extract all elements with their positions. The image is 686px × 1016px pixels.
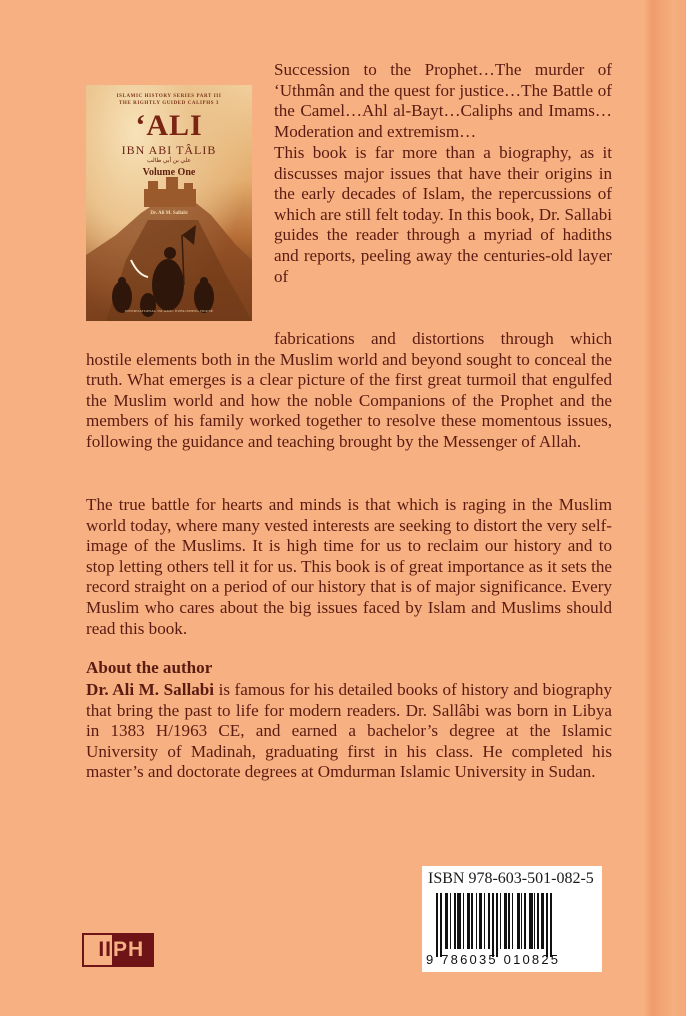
publisher-logo bbox=[82, 933, 154, 967]
author-name: Dr. Ali M. Sallabi bbox=[86, 680, 215, 699]
blurb-paragraph-1 bbox=[274, 60, 612, 142]
cover-thumbnail bbox=[86, 85, 252, 321]
cover-series bbox=[86, 93, 252, 107]
blurb-paragraph-3 bbox=[86, 495, 612, 639]
blurb-paragraph-1-text: Succession to the Prophet…The murder of ‘Uthmân and the quest for justice…The Battle of the Camel…Ahl al-Bayt…Caliphs and Imams…Moderation and extremism… bbox=[274, 60, 612, 141]
about-author-heading: About the author bbox=[86, 658, 213, 677]
barcode-digits: 9 786035 010825 bbox=[426, 952, 561, 967]
cover-publisher: INTERNATIONAL ISLAMIC PUBLISHING HOUSE bbox=[124, 309, 214, 313]
blurb-paragraph-2-full-text: fabrications and distortions through which hostile elements both in the Muslim world and beyond sought to conceal the truth. What emerges is a clear picture of the first great turmoil that engulfed the Muslim world and how the noble Companions of the Prophet and the members of his family worked together to resolve these momentous issues, following the guidance and teaching brought by the Messenger of Allah. bbox=[86, 329, 612, 451]
barcode-bars-icon bbox=[436, 893, 598, 955]
isbn-barcode bbox=[422, 866, 602, 972]
blurb-paragraph-2-full bbox=[86, 329, 612, 453]
about-author-paragraph bbox=[86, 680, 612, 783]
cover-arabic-title: علي بن أبي طالب bbox=[147, 158, 191, 164]
cover-author: Dr. Ali M. Sallabi bbox=[150, 211, 188, 216]
isbn-label: ISBN 978-603-501-082-5 bbox=[428, 870, 594, 887]
cover-volume: Volume One bbox=[142, 167, 196, 178]
cover-title: ‘ALI bbox=[135, 109, 203, 142]
publisher-logo-right: PH bbox=[112, 935, 152, 965]
book-spine bbox=[644, 0, 686, 1016]
publisher-logo-left: II bbox=[98, 938, 112, 961]
blurb-paragraph-2-wrapped bbox=[274, 143, 612, 287]
blurb-paragraph-2-wrapped-text: This book is far more than a biography, as it discusses major issues that have their origins in the early decades of Islam, the repercussions of which are still felt today. In this book, Dr. Sallabi guides the reader through a myriad of hadiths and reports, peeling away the centuries-old layer of bbox=[274, 143, 612, 286]
cover-subtitle: IBN ABI TÂLIB bbox=[121, 143, 217, 157]
cover-series-line2: THE RIGHTLY GUIDED CALIPHS 3 bbox=[118, 101, 220, 106]
cover-series-line1: ISLAMIC HISTORY SERIES PART III bbox=[116, 94, 222, 99]
blurb-paragraph-3-text: The true battle for hearts and minds is that which is raging in the Muslim world today, where many vested interests are seeking to distort the very self-image of the Muslims. It is high time for us to reclaim our history and to stop letting others tell it for us. This book is of great importance as it sets the record straight on a period of our history that is of major significance. Every Muslim who cares about the big issues faced by Islam and Muslims should read this book. bbox=[86, 495, 612, 638]
author-bio: is famous for his detailed books of history and biography that bring the past to life for modern readers. Dr. Sallâbi was born in Libya in 1383 H/1963 CE, and earned a bachelor’s degree at the Islamic University of Madinah, graduating first in his class. He completed his master’s and doctorate degrees at Omdurman Islamic University in Sudan. bbox=[86, 680, 612, 782]
